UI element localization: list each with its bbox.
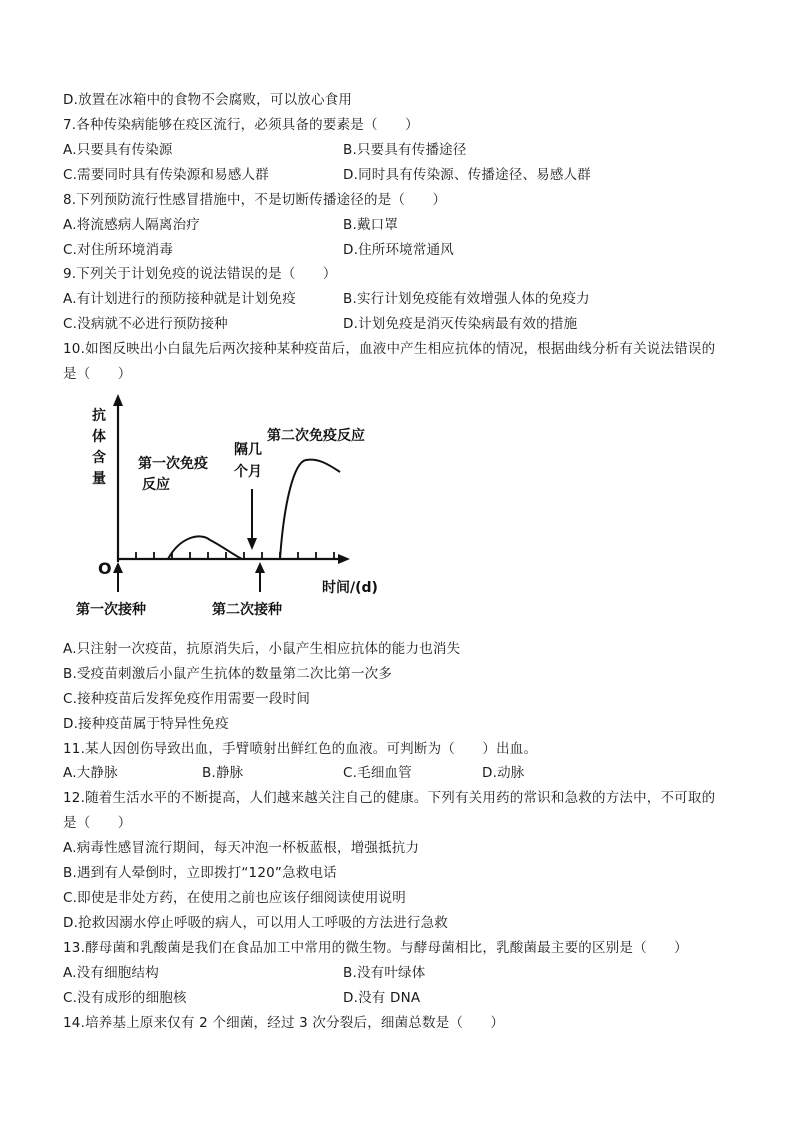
interval-label-line2: 个月 [234, 464, 262, 480]
q10-option-d: D.接种疫苗属于特异性免疫 [63, 716, 229, 732]
interval-arrowhead [247, 538, 257, 550]
q11-stem: 11.某人因创伤导致出血，手臂喷射出鲜红色的血液。可判断为（ ）出血。 [63, 741, 538, 757]
y-label-char-1: 抗 [92, 408, 106, 424]
first-response-label-line2: 反应 [142, 477, 170, 493]
y-axis-arrow [113, 394, 123, 406]
first-injection-arrowhead [113, 562, 123, 573]
q9-option-d: D.计划免疫是消灭传染病最有效的措施 [343, 316, 578, 332]
q13-stem: 13.酵母菌和乳酸菌是我们在食品加工中常用的微生物。与酵母菌相比，乳酸菌最主要的区别是（ ） [63, 940, 688, 956]
q8-option-d: D.住所环境常通风 [343, 242, 454, 258]
q10-stem-line2: 是（ ） [63, 366, 132, 382]
q10-option-c: C.接种疫苗后发挥免疫作用需要一段时间 [63, 691, 311, 707]
q10-stem-line1: 10.如图反映出小白鼠先后两次接种某种疫苗后，血液中产生相应抗体的情况，根据曲线分析有关说法错误的 [63, 341, 716, 357]
q13-option-d: D.没有 DNA [343, 990, 421, 1006]
q13-option-b: B.没有叶绿体 [343, 965, 426, 981]
q9-option-b: B.实行计划免疫能有效增强人体的免疫力 [343, 291, 590, 307]
second-response-curve [280, 460, 340, 559]
q11-option-c: C.毛细血管 [343, 765, 412, 781]
q7-stem: 7.各种传染病能够在疫区流行，必须具备的要素是（ ） [63, 117, 419, 133]
q7-option-a: A.只要具有传染源 [63, 142, 173, 158]
q11-option-a: A.大静脉 [63, 765, 118, 781]
first-injection-label: 第一次接种 [76, 602, 146, 618]
q6-option-d: D.放置在冰箱中的食物不会腐败，可以放心食用 [63, 92, 353, 108]
q9-option-a: A.有计划进行的预防接种就是计划免疫 [63, 291, 296, 307]
q14-stem: 14.培养基上原来仅有 2 个细菌，经过 3 次分裂后，细菌总数是（ ） [63, 1015, 505, 1031]
q8-option-b: B.戴口罩 [343, 217, 399, 233]
q12-option-c: C.即使是非处方药，在使用之前也应该仔细阅读使用说明 [63, 890, 406, 906]
q11-option-b: B.静脉 [202, 765, 244, 781]
y-label-char-2: 体 [92, 429, 106, 445]
q8-option-a: A.将流感病人隔离治疗 [63, 217, 200, 233]
antibody-response-figure [70, 392, 400, 632]
q8-stem: 8.下列预防流行性感冒措施中，不是切断传播途径的是（ ） [63, 192, 447, 208]
q7-option-c: C.需要同时具有传染源和易感人群 [63, 167, 269, 183]
q10-option-b: B.受疫苗刺激后小鼠产生抗体的数量第二次比第一次多 [63, 666, 393, 682]
first-response-curve [168, 536, 242, 559]
q9-option-c: C.没病就不必进行预防接种 [63, 316, 228, 332]
q7-option-d: D.同时具有传染源、传播途径、易感人群 [343, 167, 591, 183]
q12-option-b: B.遇到有人晕倒时，立即拨打“120”急救电话 [63, 865, 337, 881]
q7-option-b: B.只要具有传播途径 [343, 142, 467, 158]
q8-option-c: C.对住所环境消毒 [63, 242, 174, 258]
origin-label: O [98, 559, 112, 578]
q12-option-a: A.病毒性感冒流行期间，每天冲泡一杯板蓝根，增强抵抗力 [63, 840, 420, 856]
y-label-char-4: 量 [92, 471, 106, 487]
q12-stem-line2: 是（ ） [63, 815, 132, 831]
x-axis-label: 时间/(d) [322, 580, 378, 596]
second-injection-label: 第二次接种 [212, 602, 282, 618]
y-label-char-3: 含 [92, 450, 106, 466]
first-response-label-line1: 第一次免疫 [138, 456, 208, 472]
q9-stem: 9.下列关于计划免疫的说法错误的是（ ） [63, 266, 337, 282]
q12-stem-line1: 12.随着生活水平的不断提高，人们越来越关注自己的健康。下列有关用药的常识和急救的方法中，不可取的 [63, 790, 716, 806]
q10-option-a: A.只注射一次疫苗，抗原消失后，小鼠产生相应抗体的能力也消失 [63, 641, 461, 657]
x-axis-arrow [338, 554, 350, 564]
q11-option-d: D.动脉 [482, 765, 525, 781]
second-injection-arrowhead [255, 562, 265, 573]
q13-option-c: C.没有成形的细胞核 [63, 990, 187, 1006]
interval-label-line1: 隔几 [234, 442, 262, 458]
q13-option-a: A.没有细胞结构 [63, 965, 159, 981]
second-response-label: 第二次免疫反应 [267, 428, 365, 444]
q12-option-d: D.抢救因溺水停止呼吸的病人，可以用人工呼吸的方法进行急救 [63, 915, 448, 931]
